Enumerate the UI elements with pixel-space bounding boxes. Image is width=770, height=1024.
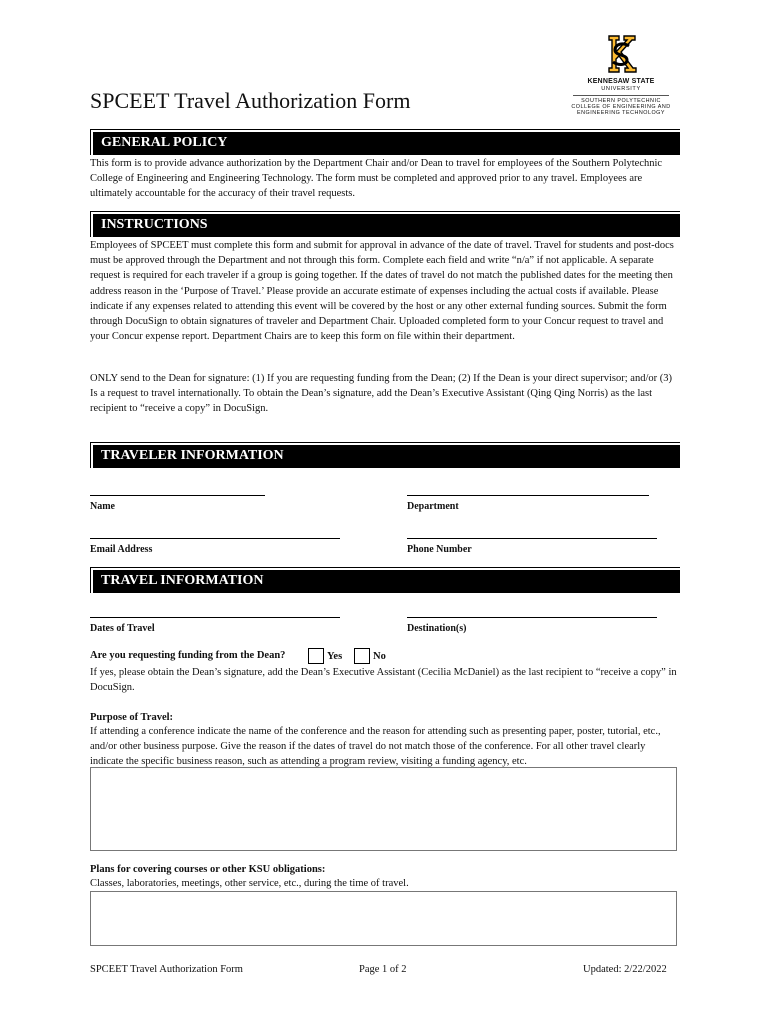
traveler-info-heading: TRAVELER INFORMATION <box>93 445 680 468</box>
dates-field[interactable] <box>90 617 340 618</box>
dean-signature-text: ONLY send to the Dean for signature: (1) If you are requesting funding from the Dean; (2) If the Dean is your direct supervisor; and/or (3) Is a request to travel internationally. To obtain the Dean’s signature, add the Dean’s Executive Assistant (Qing Qing Norris) as the last recipient to “receive a copy” in DocuSign. <box>90 373 673 415</box>
plans-instructions: Classes, laboratories, meetings, other service, etc., during the time of travel. <box>90 878 409 889</box>
college-line-1: SOUTHERN POLYTECHNIC <box>581 97 661 104</box>
general-policy-header <box>90 129 680 155</box>
department-field[interactable] <box>407 495 649 496</box>
general-policy-heading: GENERAL POLICY <box>93 132 680 155</box>
phone-label: Phone Number <box>407 544 472 555</box>
funding-yes-checkbox[interactable] <box>308 648 324 664</box>
footer-page-number: Page 1 of 2 <box>359 964 407 975</box>
plans-textarea[interactable] <box>90 891 677 946</box>
logo-divider <box>573 95 669 96</box>
purpose-instructions: If attending a conference indicate the name of the conference and the reason for attending such as presenting paper, poster, tutorial, etc., and/or other business purpose. Give the reason if the dates of travel do not match those of the conference. For all other travel clearly indicate the specific business reason, such as attending a program review, visiting a funding agency, etc. <box>90 726 661 768</box>
name-field[interactable] <box>90 495 265 496</box>
funding-question: Are you requesting funding from the Dean? <box>90 650 286 661</box>
name-label: Name <box>90 501 115 512</box>
footer-form-name: SPCEET Travel Authorization Form <box>90 964 243 975</box>
page-title: SPCEET Travel Authorization Form <box>90 88 411 113</box>
travel-info-header <box>90 567 680 593</box>
email-field[interactable] <box>90 538 340 539</box>
department-label: Department <box>407 501 459 512</box>
instructions-text: Employees of SPCEET must complete this form and submit for approval in advance of the date of travel. Travel for students and post-docs must be approved through the Department and not through this form. Complete each field and write “n/a” if not applicable. A separate request is required for each traveler if a group is going together. If the dates of travel do not match the published dates for the meeting then address reason in the ‘Purpose of Travel.’ Please provide an accurate estimate of expenses including the actual costs if available. Please indicate if any expenses related to attending this event will be covered by the host or any other external funding sources. Submit the form through DocuSign to obtain signatures of traveler and Department Chair. Uploaded completed form to your Concur request to travel and your Concur expense report. Department Chairs are to keep this form on file within their department. <box>90 240 674 343</box>
traveler-info-header <box>90 442 680 468</box>
college-line-3: ENGINEERING TECHNOLOGY <box>577 109 665 116</box>
purpose-heading: Purpose of Travel: <box>90 712 174 723</box>
footer-updated-date: Updated: 2/22/2022 <box>583 964 667 975</box>
institution-name: KENNESAW STATE <box>587 78 655 85</box>
funding-no-checkbox[interactable] <box>354 648 370 664</box>
plans-heading: Plans for covering courses or other KSU obligations: <box>90 864 326 875</box>
ksu-logo <box>566 32 676 116</box>
dates-label: Dates of Travel <box>90 623 155 634</box>
destination-field[interactable] <box>407 617 657 618</box>
instructions-heading: INSTRUCTIONS <box>93 214 680 237</box>
email-label: Email Address <box>90 544 153 555</box>
general-policy-text: This form is to provide advance authorization by the Department Chair and/or Dean to travel for employees of the Southern Polytechnic College of Engineering and Engineering Technology. The form must be completed and approved prior to any travel. Employees are ultimately accountable for the accuracy of their travel requests. <box>90 158 663 200</box>
no-label: No <box>373 651 386 662</box>
instructions-header <box>90 211 680 237</box>
institution-sub: UNIVERSITY <box>601 86 641 92</box>
funding-note: If yes, please obtain the Dean’s signature, add the Dean’s Executive Assistant (Cecilia McDaniel) as the last recipient to “receive a copy” in DocuSign. <box>90 667 677 694</box>
college-line-2: COLLEGE OF ENGINEERING AND <box>571 103 671 110</box>
phone-field[interactable] <box>407 538 657 539</box>
destination-label: Destination(s) <box>407 623 467 634</box>
yes-label: Yes <box>327 651 343 662</box>
purpose-textarea[interactable] <box>90 767 677 851</box>
ksu-emblem-icon <box>599 32 643 76</box>
travel-info-heading: TRAVEL INFORMATION <box>93 570 680 593</box>
